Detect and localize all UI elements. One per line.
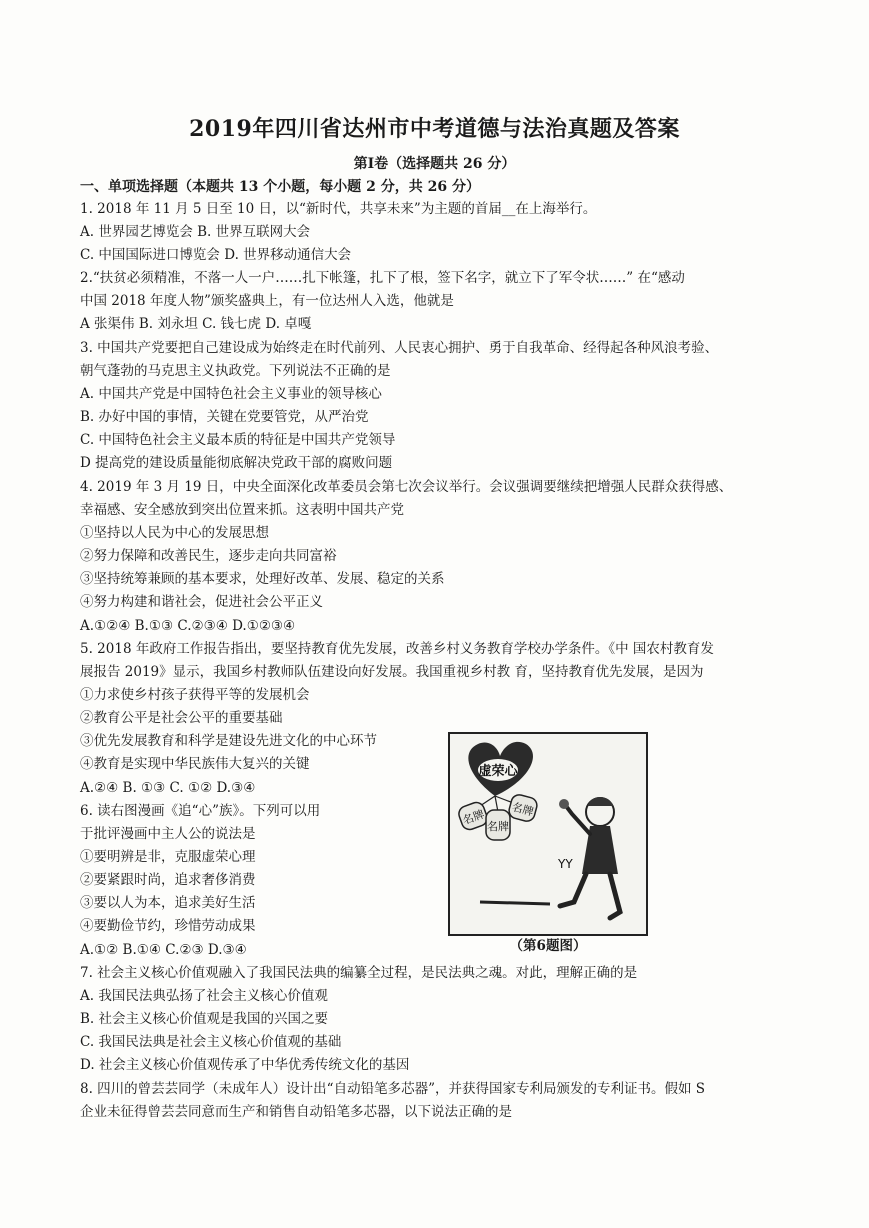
statement-line: ④努力构建和谐社会，促进社会公平正义 bbox=[80, 594, 323, 610]
man-hair bbox=[588, 797, 613, 806]
question-line: 中国 2018 年度人物”颁奖盛典上，有一位达州人入选，他就是 bbox=[80, 293, 454, 309]
option-line: D. 社会主义核心价值观传承了中华优秀传统文化的基因 bbox=[80, 1057, 410, 1073]
question-line: 幸福感、安全感放到突出位置来抓。这表明中国共产党 bbox=[80, 502, 404, 518]
option-line: B. 社会主义核心价值观是我国的兴国之要 bbox=[80, 1011, 329, 1027]
option-line: A.②④ B. ①③ C. ①② D.③④ bbox=[80, 780, 256, 796]
brand-tag-text: 名牌 bbox=[487, 820, 509, 833]
question-line: 6. 读右图漫画《追“心”族》。下列可以用 bbox=[80, 803, 321, 819]
option-line: C. 我国民法典是社会主义核心价值观的基础 bbox=[80, 1034, 342, 1050]
option-line: A. 我国民法典弘扬了社会主义核心价值观 bbox=[80, 988, 328, 1004]
question-line: 2.“扶贫必须精准，不落一人一户……扎下帐篷，扎下了根，签下名字，就立下了军令状……” 在“感动 bbox=[80, 270, 685, 286]
option-line: A. 中国共产党是中国特色社会主义事业的领导核心 bbox=[80, 386, 382, 402]
heart-text: 虚荣心 bbox=[478, 764, 518, 779]
section-heading: 一、单项选择题（本题共 13 个小题，每小题 2 分，共 26 分） bbox=[80, 179, 480, 195]
cartoon-figure bbox=[448, 732, 648, 936]
statement-line: ④要勤俭节约，珍惜劳动成果 bbox=[80, 918, 256, 934]
question-line: 1. 2018 年 11 月 5 日至 10 日，以“新时代，共享未来”为主题的首届__在上海举行。 bbox=[80, 201, 597, 217]
statement-line: ①要明辨是非，克服虚荣心理 bbox=[80, 849, 256, 865]
cartoon-drawing bbox=[450, 734, 646, 934]
option-line: A. 世界园艺博览会 B. 世界互联网大会 bbox=[80, 224, 311, 240]
statement-line: ①坚持以人民为中心的发展思想 bbox=[80, 525, 269, 541]
figure-label: YY bbox=[558, 857, 573, 871]
statement-line: ②努力保障和改善民生，逐步走向共同富裕 bbox=[80, 548, 337, 564]
question-line: 展报告 2019》显示，我国乡村教师队伍建设向好发展。我国重视乡村教 育，坚持教育优先发展，是因为 bbox=[80, 664, 704, 680]
man-leg bbox=[560, 874, 586, 906]
statement-line: ②教育公平是社会公平的重要基础 bbox=[80, 710, 283, 726]
man-leg bbox=[610, 874, 620, 918]
statement-line: ③坚持统筹兼顾的基本要求，处理好改革、发展、稳定的关系 bbox=[80, 571, 445, 587]
statement-line: ②要紧跟时尚，追求奢侈消费 bbox=[80, 872, 256, 888]
question-line: 7. 社会主义核心价值观融入了我国民法典的编纂全过程，是民法典之魂。对此，理解正确的是 bbox=[80, 965, 638, 981]
brand-tag-text: 名牌 bbox=[510, 800, 535, 819]
page-title: 2019年四川省达州市中考道德与法治真题及答案 bbox=[189, 116, 680, 142]
option-line: A.①② B.①④ C.②③ D.③④ bbox=[80, 942, 247, 958]
statement-line: ①力求使乡村孩子获得平等的发展机会 bbox=[80, 687, 310, 703]
option-line: A.①②④ B.①③ C.②③④ D.①②③④ bbox=[80, 618, 296, 634]
question-line: 4. 2019 年 3 月 19 日，中央全面深化改革委员会第七次会议举行。会议强调要继续把增强人民群众获得感、 bbox=[80, 479, 733, 495]
figure-caption: （第6题图） bbox=[509, 938, 587, 954]
brand-tag-text: 名牌 bbox=[460, 807, 487, 828]
option-line: B. 办好中国的事情，关键在党要管党，从严治党 bbox=[80, 409, 369, 425]
statement-line: ③优先发展教育和科学是建设先进文化的中心环节 bbox=[80, 733, 377, 749]
question-line: 于批评漫画中主人公的说法是 bbox=[80, 826, 256, 842]
question-line: 8. 四川的曾芸芸同学（未成年人）设计出“自动铅笔多芯器”，并获得国家专利局颁发的专利证书。假如 S bbox=[80, 1081, 706, 1097]
statement-line: ④教育是实现中华民族伟大复兴的关键 bbox=[80, 756, 310, 772]
question-line: 3. 中国共产党要把自己建设成为始终走在时代前列、人民衷心拥护、勇于自我革命、经得起各种风浪考验、 bbox=[80, 340, 719, 356]
volume-subtitle: 第Ⅰ卷（选择题共 26 分） bbox=[353, 156, 516, 172]
option-line: C. 中国特色社会主义最本质的特征是中国共产党领导 bbox=[80, 432, 396, 448]
man-hand bbox=[559, 799, 569, 809]
option-line: C. 中国国际进口博览会 D. 世界移动通信大会 bbox=[80, 247, 352, 263]
question-line: 企业未征得曾芸芸同意而生产和销售自动铅笔多芯器，以下说法正确的是 bbox=[80, 1104, 512, 1120]
question-line: 朝气蓬勃的马克思主义执政党。下列说法不正确的是 bbox=[80, 363, 391, 379]
option-line: D 提高党的建设质量能彻底解决党政干部的腐败问题 bbox=[80, 455, 393, 471]
option-line: A 张渠伟 B. 刘永坦 C. 钱七虎 D. 卓嘎 bbox=[80, 316, 312, 332]
ground-line bbox=[480, 902, 550, 904]
statement-line: ③要以人为本，追求美好生活 bbox=[80, 895, 256, 911]
question-line: 5. 2018 年政府工作报告指出，要坚持教育优先发展，改善乡村义务教育学校办学条件。《中 国农村教育发 bbox=[80, 641, 714, 657]
